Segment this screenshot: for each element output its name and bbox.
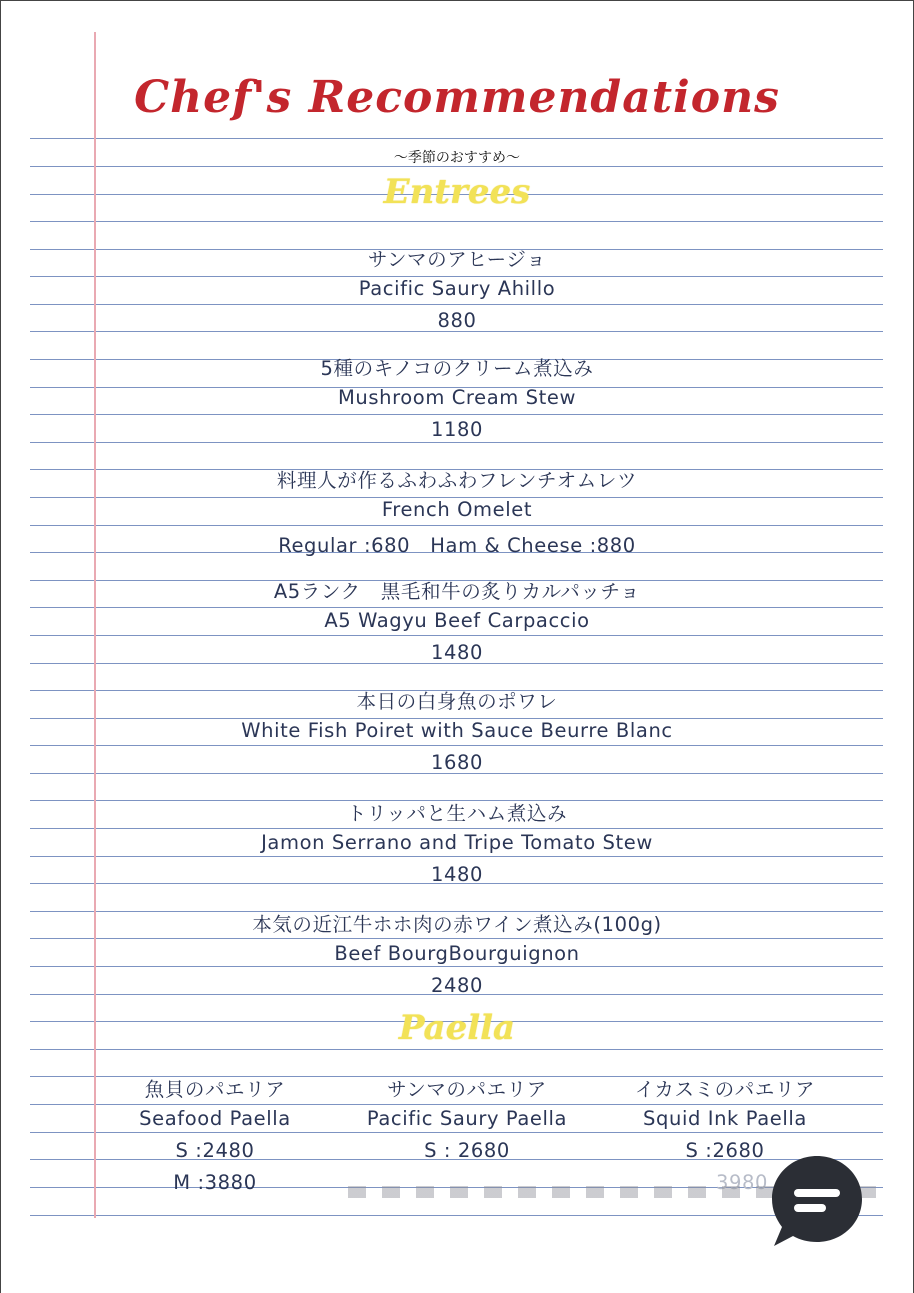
entree-price: 880 bbox=[437, 309, 477, 332]
chat-bubble-icon bbox=[772, 1156, 862, 1246]
entree-jp-name: 本日の白身魚のポワレ bbox=[356, 690, 558, 713]
entree-en-name: Mushroom Cream Stew bbox=[337, 386, 577, 409]
entree-jp-name: 料理人が作るふわふわフレンチオムレツ bbox=[276, 469, 638, 492]
entree-price: 1180 bbox=[430, 418, 484, 441]
paella-price-s: S :2680 bbox=[685, 1139, 765, 1162]
entree-en-name: Beef BourgBourguignon bbox=[334, 942, 580, 965]
entree-en-name: Pacific Saury Ahillo bbox=[358, 277, 556, 300]
entrees-heading: Entrees bbox=[383, 172, 531, 212]
entree-price: 1480 bbox=[430, 641, 484, 664]
entree-en-name: French Omelet bbox=[381, 498, 533, 521]
paella-en-name: Pacific Saury Paella bbox=[366, 1107, 568, 1130]
paella-price-m: M :3880 bbox=[173, 1171, 257, 1194]
paella-jp-name: イカスミのパエリア bbox=[634, 1078, 816, 1101]
menu-subtitle: ～季節のおすすめ～ bbox=[393, 150, 521, 166]
entree-en-name: Jamon Serrano and Tripe Tomato Stew bbox=[261, 831, 653, 854]
paella-en-name: Squid Ink Paella bbox=[643, 1107, 807, 1130]
paella-jp-name: サンマのパエリア bbox=[387, 1078, 547, 1101]
paella-price-s: S :2480 bbox=[175, 1139, 255, 1162]
entree-jp-name: A5ランク 黒毛和牛の炙りカルパッチョ bbox=[273, 580, 641, 603]
entree-jp-name: 5種のキノコのクリーム煮込み bbox=[320, 357, 594, 380]
entree-price: 1480 bbox=[430, 863, 484, 886]
paella-price-m: 3980 bbox=[715, 1171, 769, 1194]
entree-jp-name: 本気の近江牛ホホ肉の赤ワイン煮込み(100g) bbox=[252, 913, 662, 936]
entree-price: 1680 bbox=[430, 751, 484, 774]
entree-price: Regular :680 Ham & Cheese :880 bbox=[278, 534, 636, 557]
entree-en-name: White Fish Poiret with Sauce Beurre Blanc bbox=[241, 719, 673, 742]
paella-heading: Paella bbox=[398, 1008, 516, 1048]
entree-jp-name: サンマのアヒージョ bbox=[367, 248, 547, 271]
paella-price-s: S : 2680 bbox=[424, 1139, 510, 1162]
entree-en-name: A5 Wagyu Beef Carpaccio bbox=[324, 609, 590, 632]
entree-price: 2480 bbox=[430, 974, 484, 997]
paella-en-name: Seafood Paella bbox=[139, 1107, 291, 1130]
entree-jp-name: トリッパと生ハム煮込み bbox=[346, 802, 568, 825]
menu-title: Chef's Recommendations bbox=[134, 72, 780, 123]
chat-button[interactable] bbox=[772, 1156, 862, 1246]
paella-jp-name: 魚貝のパエリア bbox=[144, 1078, 286, 1101]
